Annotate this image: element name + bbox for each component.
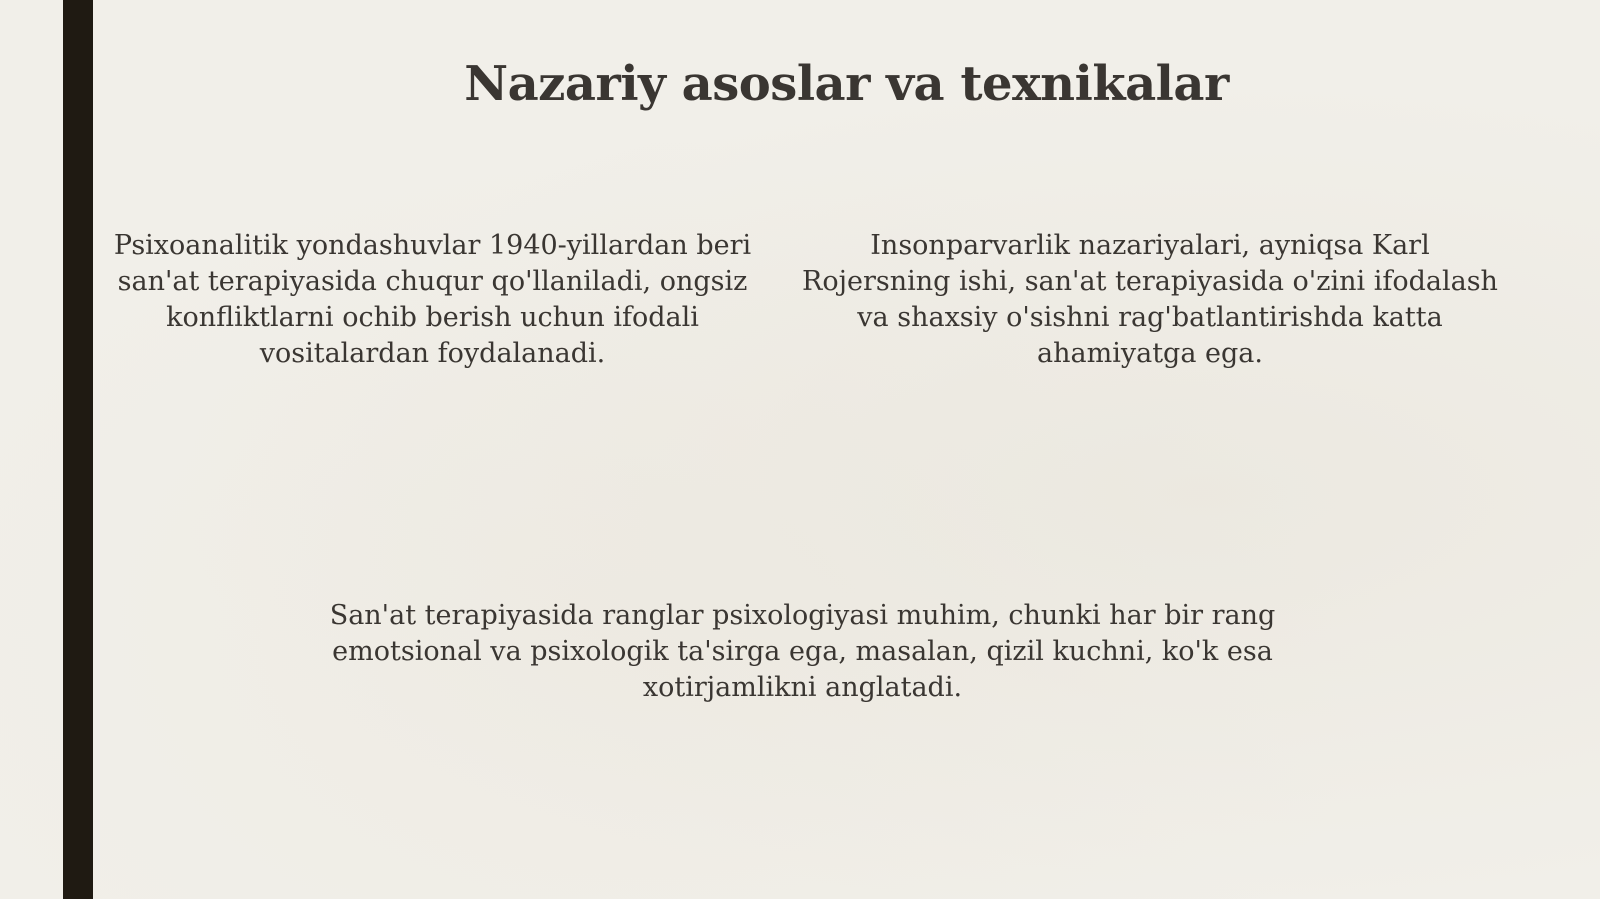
paragraph-psychoanalytic: Psixoanalitik yondashuvlar 1940-yillardan beri san'at terapiyasida chuqur qo'llaniladi, ongsiz konfliktlarni ochib berish uchun ifodali vositalardan foydalanadi. <box>113 230 752 369</box>
paragraph-color-psychology: San'at terapiyasida ranglar psixologiyasi muhim, chunki har bir rang emotsional va psixologik ta'sirga ega, masalan, qizil kuchni, ko'k esa xotirjamlikni anglatadi. <box>329 600 1276 703</box>
accent-side-bar <box>63 0 93 899</box>
paragraph-humanistic: Insonparvarlik nazariyalari, ayniqsa Karl Rojersning ishi, san'at terapiyasida o'zini ifodalash va shaxsiy o'sishni rag'batlantirishda katta ahamiyatga ega. <box>802 230 1498 369</box>
slide-title: Nazariy asoslar va texnikalar <box>464 56 1229 112</box>
